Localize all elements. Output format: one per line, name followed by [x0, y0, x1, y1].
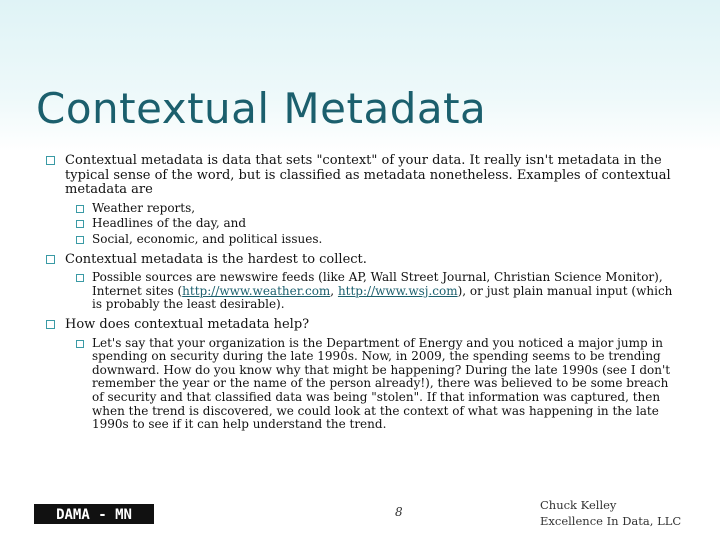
weather-link[interactable]: http://www.weather.com	[182, 283, 331, 298]
sub-bullet-text: Headlines of the day, and	[92, 216, 247, 231]
footer-credit	[540, 497, 681, 529]
dama-mn-logo	[34, 504, 154, 524]
logo-text: DAMA - MN	[56, 507, 132, 523]
sub-bullet-1-1	[76, 202, 678, 216]
bullet-1-text: Contextual metadata is data that sets "context" of your data. It really isn't metadata in the typical sense of the word, but is classified as metadata nonetheless. Examples of contextual metadata are	[65, 153, 671, 198]
page-number: 8	[395, 505, 403, 519]
sub-bullet-3-1	[76, 337, 678, 432]
bullet-2	[46, 253, 678, 268]
sub-bullet-1-2	[76, 217, 678, 231]
square-bullet-icon	[76, 274, 84, 282]
slide-title: Contextual Metadata	[36, 84, 487, 133]
square-bullet-icon	[46, 255, 55, 264]
slide-body	[46, 154, 678, 434]
square-bullet-icon	[76, 205, 84, 213]
sources-text-middle: ,	[330, 283, 338, 298]
bullet-2-text: Contextual metadata is the hardest to collect.	[65, 251, 367, 267]
sub-bullet-text: Let's say that your organization is the Department of Energy and you noticed a major jump in spending on security during the late 1990s. Now, in 2009, the spending seems to be trending downward. How do you know why that might be happening? During the late 1990s (see I don't remember the year or the name of the person already!), there was believed to be some breach of security and that classified data was being "stolen". If that information was captured, then when the trend is discovered, we could look at the context of what was happening in the late 1990s to see if it can help understand the trend.	[92, 335, 671, 432]
bullet-3	[46, 318, 678, 333]
bullet-1	[46, 154, 678, 198]
square-bullet-icon	[76, 236, 84, 244]
sub-bullet-1-3	[76, 233, 678, 247]
author-name: Chuck Kelley	[540, 498, 617, 512]
square-bullet-icon	[46, 320, 55, 329]
bullet-3-text: How does contextual metadata help?	[65, 316, 310, 332]
sub-bullet-text: Social, economic, and political issues.	[92, 231, 323, 246]
sources-text-before: Possible sources are newswire feeds (like AP, Wall Street Journal, Christian Science Monitor), Internet sites (	[92, 270, 663, 298]
company-name: Excellence In Data, LLC	[540, 514, 682, 528]
sub-bullet-text: Weather reports,	[92, 200, 196, 215]
wsj-link[interactable]: http://www.wsj.com	[337, 283, 458, 298]
square-bullet-icon	[76, 220, 84, 228]
square-bullet-icon	[46, 156, 55, 165]
sources-text-after: ), or just plain manual input (which is probably the least desirable).	[92, 283, 673, 312]
sub-bullet-2-1	[76, 271, 678, 312]
square-bullet-icon	[76, 340, 84, 348]
